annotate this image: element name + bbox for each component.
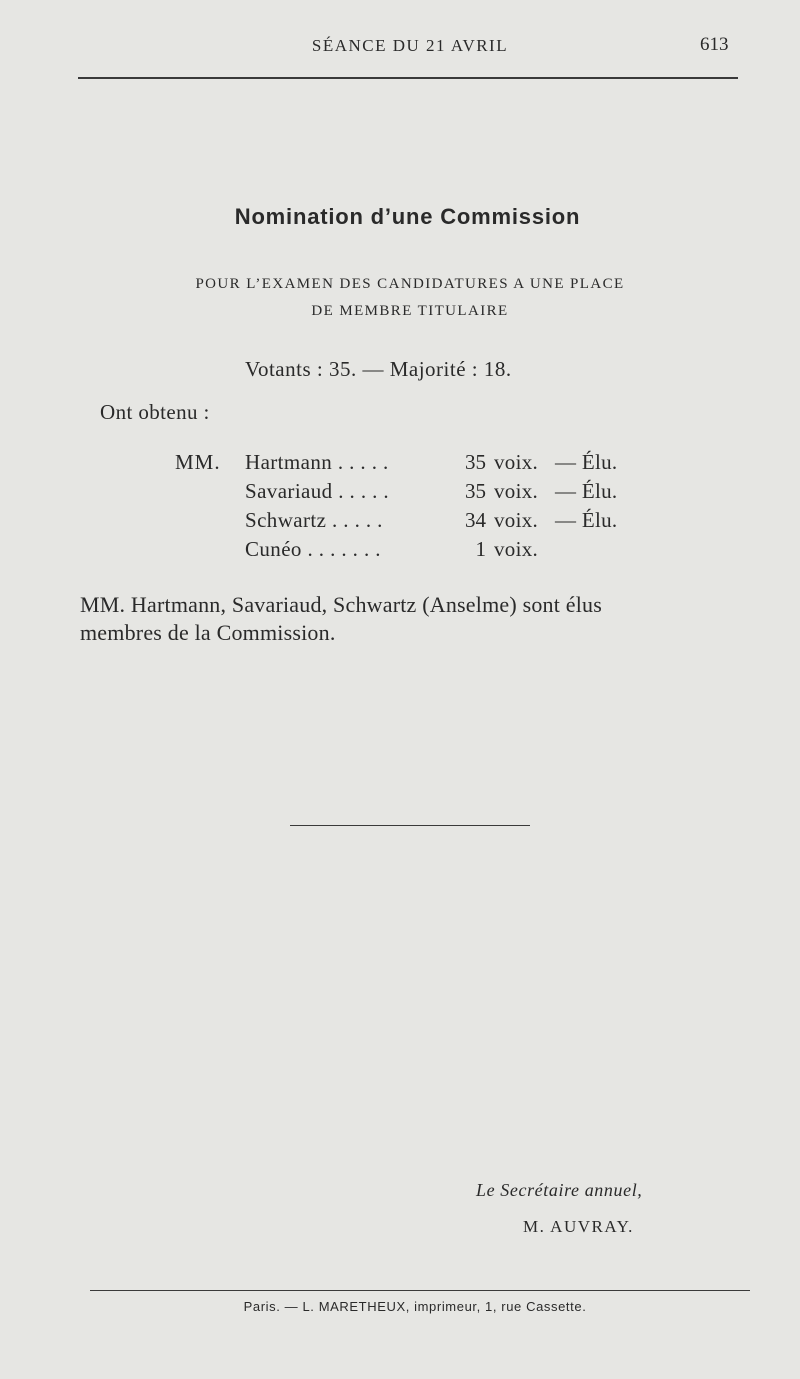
candidate-votes: 35 <box>465 479 486 503</box>
obtained-label: Ont obtenu : <box>100 400 210 424</box>
section-subtitle-line2: DE MEMBRE TITULAIRE <box>311 303 509 319</box>
secretary-name: M. AUVRAY. <box>523 1217 634 1236</box>
candidate-votes: 35 <box>465 450 486 474</box>
secretary-role: Le Secrétaire annuel, <box>476 1180 643 1200</box>
header-rule <box>78 77 738 79</box>
ballot-row <box>0 450 800 480</box>
conclusion-line1: MM. Hartmann, Savariaud, Schwartz (Anselme) sont élus <box>80 592 602 617</box>
candidate-votes: 34 <box>465 508 486 532</box>
section-title: Nomination d’une Commission <box>234 204 581 229</box>
votes-unit: voix. <box>494 479 539 503</box>
printer-imprint: Paris. — L. MARETHEUX, imprimeur, 1, rue Cassette. <box>243 1299 587 1314</box>
section-subtitle-line1: POUR L’EXAMEN DES CANDIDATURES A UNE PLACE <box>195 276 625 292</box>
votes-summary: Votants : 35. — Majorité : 18. <box>245 357 512 381</box>
candidate-result: — Élu. <box>555 508 618 532</box>
votes-unit: voix. <box>494 508 539 532</box>
footer-rule <box>90 1290 750 1291</box>
ballot-row <box>0 508 800 538</box>
candidate-result: — Élu. <box>555 450 618 474</box>
candidate-name: Hartmann . . . . . <box>245 450 389 474</box>
candidate-name: Savariaud . . . . . <box>245 479 390 503</box>
conclusion-line2: membres de la Commission. <box>80 620 336 645</box>
ballot-row <box>0 537 800 567</box>
candidate-name: Schwartz . . . . . <box>245 508 383 532</box>
running-header: SÉANCE DU 21 AVRIL <box>311 36 509 55</box>
ballot-row <box>0 479 800 509</box>
mm-label: MM. <box>175 450 221 474</box>
page-number: 613 <box>700 34 729 55</box>
candidate-votes: 1 <box>475 537 486 561</box>
candidate-name: Cunéo . . . . . . . <box>245 537 381 561</box>
candidate-result: — Élu. <box>555 479 618 503</box>
votes-unit: voix. <box>494 537 539 561</box>
votes-unit: voix. <box>494 450 539 474</box>
section-divider <box>290 825 530 826</box>
